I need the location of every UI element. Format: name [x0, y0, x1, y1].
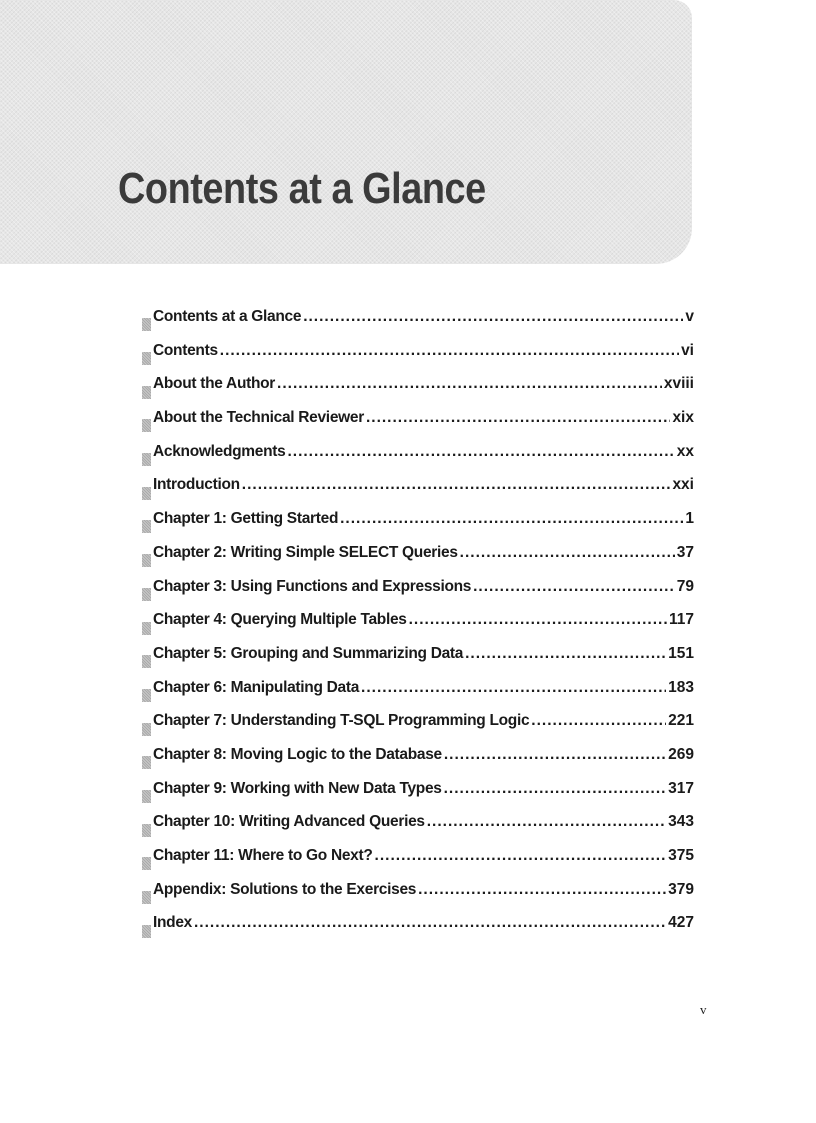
toc-entry-title: Chapter 5: Grouping and Summarizing Data — [153, 644, 464, 662]
toc-entry[interactable] — [142, 308, 694, 342]
toc-entry[interactable] — [142, 544, 694, 578]
toc-entry-page: 269 — [668, 745, 694, 763]
toc-entry[interactable] — [142, 443, 694, 477]
toc-entry[interactable] — [142, 881, 694, 915]
toc-bullet-icon — [142, 352, 151, 365]
toc-entry-title: About the Technical Reviewer — [153, 409, 364, 427]
toc-bullet-icon — [142, 520, 151, 533]
toc-entry-page: 427 — [668, 914, 694, 932]
toc-bullet-icon — [142, 453, 151, 466]
toc-entry-page: v — [685, 308, 694, 325]
toc-entry-title: Chapter 11: Where to Go Next? — [153, 847, 373, 864]
toc-entry-page: xx — [676, 442, 694, 460]
toc-entry[interactable] — [142, 914, 694, 948]
dot-leader — [409, 611, 667, 629]
toc-entry-title: Chapter 8: Moving Logic to the Database — [153, 745, 442, 763]
dot-leader — [340, 510, 683, 528]
dot-leader — [361, 679, 666, 697]
toc-entry-title: Acknowledgments — [153, 442, 286, 460]
toc-entry-title: Contents at a Glance — [153, 308, 302, 325]
toc-bullet-icon — [142, 925, 151, 938]
toc-entry-page: 37 — [676, 543, 694, 561]
toc-entry-page: 183 — [668, 678, 694, 696]
toc-entry-title: Index — [153, 914, 192, 932]
toc-entry-page: 1 — [685, 510, 694, 528]
toc-entry-title: Contents — [153, 341, 218, 359]
toc-entry[interactable] — [142, 645, 694, 679]
toc-entry-page: 117 — [668, 611, 694, 629]
header-banner — [0, 0, 692, 264]
toc-bullet-icon — [142, 318, 151, 331]
dot-leader — [287, 443, 674, 461]
toc-bullet-icon — [142, 891, 151, 904]
toc-bullet-icon — [142, 487, 151, 500]
toc-entry[interactable] — [142, 712, 694, 746]
toc-entry-title: About the Author — [153, 375, 276, 393]
toc-entry-page: 317 — [668, 779, 694, 797]
dot-leader — [220, 342, 679, 360]
dot-leader — [303, 308, 683, 326]
toc-entry[interactable] — [142, 780, 694, 814]
toc-entry-title: Chapter 2: Writing Simple SELECT Queries — [153, 543, 458, 561]
toc-bullet-icon — [142, 756, 151, 769]
toc-bullet-icon — [142, 689, 151, 702]
toc-entry-page: xviii — [663, 375, 694, 393]
dot-leader — [444, 746, 666, 764]
toc-bullet-icon — [142, 386, 151, 399]
toc-entry[interactable] — [142, 578, 694, 612]
toc-entry-title: Chapter 9: Working with New Data Types — [153, 779, 442, 797]
toc-entry[interactable] — [142, 342, 694, 376]
dot-leader — [473, 578, 675, 596]
toc-entry-page: 375 — [668, 847, 694, 864]
toc-entry-title: Chapter 1: Getting Started — [153, 510, 339, 528]
toc-bullet-icon — [142, 554, 151, 567]
dot-leader — [366, 409, 670, 427]
table-of-contents — [142, 308, 694, 948]
toc-entry-title: Chapter 7: Understanding T-SQL Programming Logic — [153, 712, 530, 730]
toc-entry-title: Chapter 10: Writing Advanced Queries — [153, 813, 425, 831]
toc-entry-page: 379 — [668, 880, 694, 898]
toc-entry-page: vi — [681, 341, 694, 359]
page-title: Contents at a Glance — [118, 164, 486, 213]
toc-entry-page: xxi — [672, 476, 694, 494]
toc-entry-title: Chapter 4: Querying Multiple Tables — [153, 611, 407, 629]
dot-leader — [375, 847, 667, 865]
toc-entry[interactable] — [142, 611, 694, 645]
toc-entry-page: 343 — [668, 813, 694, 831]
dot-leader — [444, 780, 667, 798]
dot-leader — [194, 914, 666, 932]
toc-bullet-icon — [142, 857, 151, 870]
toc-entry-page: xix — [672, 409, 694, 427]
dot-leader — [427, 813, 666, 831]
toc-entry-page: 151 — [668, 644, 694, 662]
dot-leader — [465, 645, 666, 663]
toc-bullet-icon — [142, 588, 151, 601]
toc-entry[interactable] — [142, 746, 694, 780]
toc-entry[interactable] — [142, 409, 694, 443]
toc-entry-page: 79 — [676, 577, 694, 595]
toc-entry[interactable] — [142, 813, 694, 847]
toc-entry-title: Appendix: Solutions to the Exercises — [153, 880, 417, 898]
toc-entry[interactable] — [142, 847, 694, 881]
toc-bullet-icon — [142, 622, 151, 635]
toc-bullet-icon — [142, 824, 151, 837]
dot-leader — [460, 544, 675, 562]
toc-entry-title: Introduction — [153, 476, 240, 494]
toc-entry-title: Chapter 3: Using Functions and Expressions — [153, 577, 472, 595]
dot-leader — [531, 712, 666, 730]
toc-entry-page: 221 — [668, 712, 694, 730]
toc-entry[interactable] — [142, 679, 694, 713]
dot-leader — [277, 375, 662, 393]
toc-entry[interactable] — [142, 510, 694, 544]
toc-bullet-icon — [142, 790, 151, 803]
toc-bullet-icon — [142, 419, 151, 432]
toc-entry[interactable] — [142, 375, 694, 409]
toc-entry[interactable] — [142, 476, 694, 510]
dot-leader — [242, 476, 671, 494]
dot-leader — [418, 881, 666, 899]
page-number: v — [700, 1002, 707, 1017]
toc-entry-title: Chapter 6: Manipulating Data — [153, 678, 360, 696]
toc-bullet-icon — [142, 655, 151, 668]
toc-bullet-icon — [142, 723, 151, 736]
